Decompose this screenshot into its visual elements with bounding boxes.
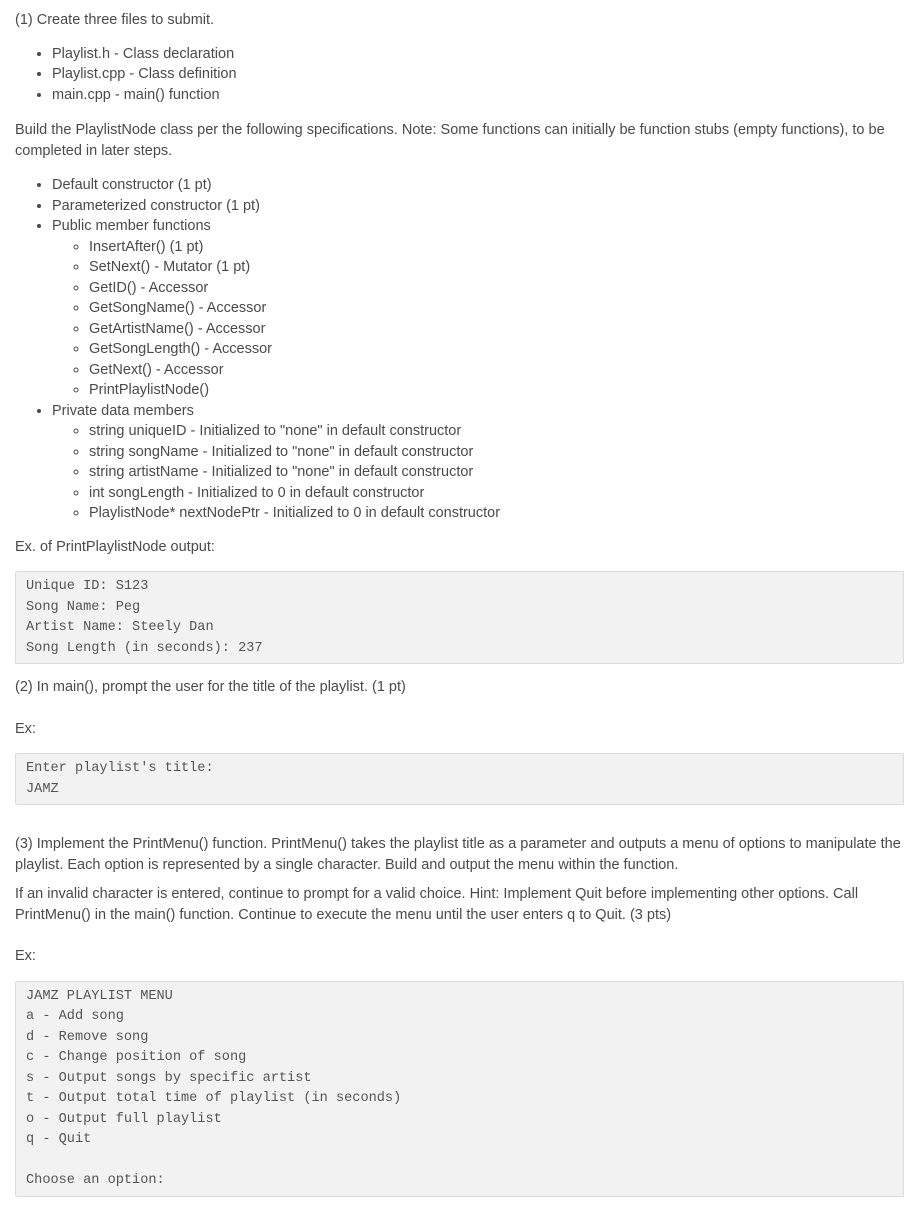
print-node-output-example <box>15 571 904 664</box>
member-item: ◦ PlaylistNode* nextNodePtr - Initialized to 0 in default constructor <box>89 503 904 524</box>
spec-item-private <box>52 401 904 524</box>
member-item: ◦ string songName - Initialized to "none" in default constructor <box>89 442 904 463</box>
step2-ex-label: Ex: <box>15 720 36 737</box>
member-item: ◦ string artistName - Initialized to "none" in default constructor <box>89 462 904 483</box>
build-instructions: Build the PlaylistNode class per the following specifications. Note: Some functions can initially be function stubs (empty functions), to be completed in later steps. <box>15 122 885 159</box>
file-list <box>15 44 904 106</box>
member-item: ◦ SetNext() - Mutator (1 pt) <box>89 257 904 278</box>
code-line: Artist Name: Steely Dan <box>26 620 214 635</box>
code-line: JAMZ PLAYLIST MENU <box>26 988 173 1004</box>
member-item: ◦ int songLength - Initialized to 0 in default constructor <box>89 483 904 504</box>
private-members-list <box>52 421 904 524</box>
code-line: a - Add song <box>26 1009 124 1024</box>
step3-hint: If an invalid character is entered, continue to prompt for a valid choice. Hint: Implement Quit before implementing other options. Call PrintMenu() in the main() function. Continue to execute the menu until the user enters q to Quit. (3 pts) <box>15 886 859 923</box>
code-line: c - Change position of song <box>26 1050 247 1065</box>
member-item: ◦ GetSongLength() - Accessor <box>89 339 904 360</box>
step2-text: (2) In main(), prompt the user for the title of the playlist. (1 pt) <box>15 679 406 695</box>
title-prompt-example <box>15 753 904 805</box>
code-line: o - Output full playlist <box>26 1111 222 1127</box>
member-item: ◦ PrintPlaylistNode() <box>89 380 904 401</box>
member-item: ◦ InsertAfter() (1 pt) <box>89 237 904 258</box>
public-members-label: Public member functions <box>52 218 211 234</box>
menu-output-example <box>15 981 904 1197</box>
code-line: Song Length (in seconds): 237 <box>26 640 263 656</box>
code-line: Song Name: Peg <box>26 599 141 615</box>
file-item: • main.cpp - main() function <box>52 85 904 106</box>
code-line: Unique ID: S123 <box>26 579 149 594</box>
member-item: ◦ string uniqueID - Initialized to "none" in default constructor <box>89 421 904 442</box>
code-line: Choose an option: <box>26 1173 165 1188</box>
step3-text: (3) Implement the PrintMenu() function. PrintMenu() takes the playlist title as a parameter and outputs a menu of options to manipulate the playlist. Each option is represented by a single character. Build and output the menu within the function. <box>15 836 901 873</box>
spec-item-public <box>52 216 904 401</box>
example1-label: Ex. of PrintPlaylistNode output: <box>15 538 215 555</box>
member-item: ◦ GetID() - Accessor <box>89 278 904 299</box>
step3-ex-label: Ex: <box>15 948 36 964</box>
code-line: Enter playlist's title: <box>26 761 214 776</box>
code-line: q - Quit <box>26 1132 92 1147</box>
spec-item: • Parameterized constructor (1 pt) <box>52 196 904 217</box>
code-line: d - Remove song <box>26 1029 149 1045</box>
member-item: ◦ GetNext() - Accessor <box>89 360 904 381</box>
spec-list <box>15 175 904 524</box>
public-members-list <box>52 237 904 401</box>
spec-item: • Default constructor (1 pt) <box>52 175 904 196</box>
member-item: ◦ GetSongName() - Accessor <box>89 298 904 319</box>
private-members-label: Private data members <box>52 402 194 419</box>
code-line: JAMZ <box>26 781 59 797</box>
code-line: t - Output total time of playlist (in seconds) <box>26 1091 402 1106</box>
file-item: • Playlist.h - Class declaration <box>52 44 904 65</box>
file-item: • Playlist.cpp - Class definition <box>52 64 904 85</box>
member-item: ◦ GetArtistName() - Accessor <box>89 319 904 340</box>
code-line-blank <box>26 1151 893 1172</box>
step1-title: (1) Create three files to submit. <box>15 12 215 28</box>
code-line: s - Output songs by specific artist <box>26 1070 312 1086</box>
